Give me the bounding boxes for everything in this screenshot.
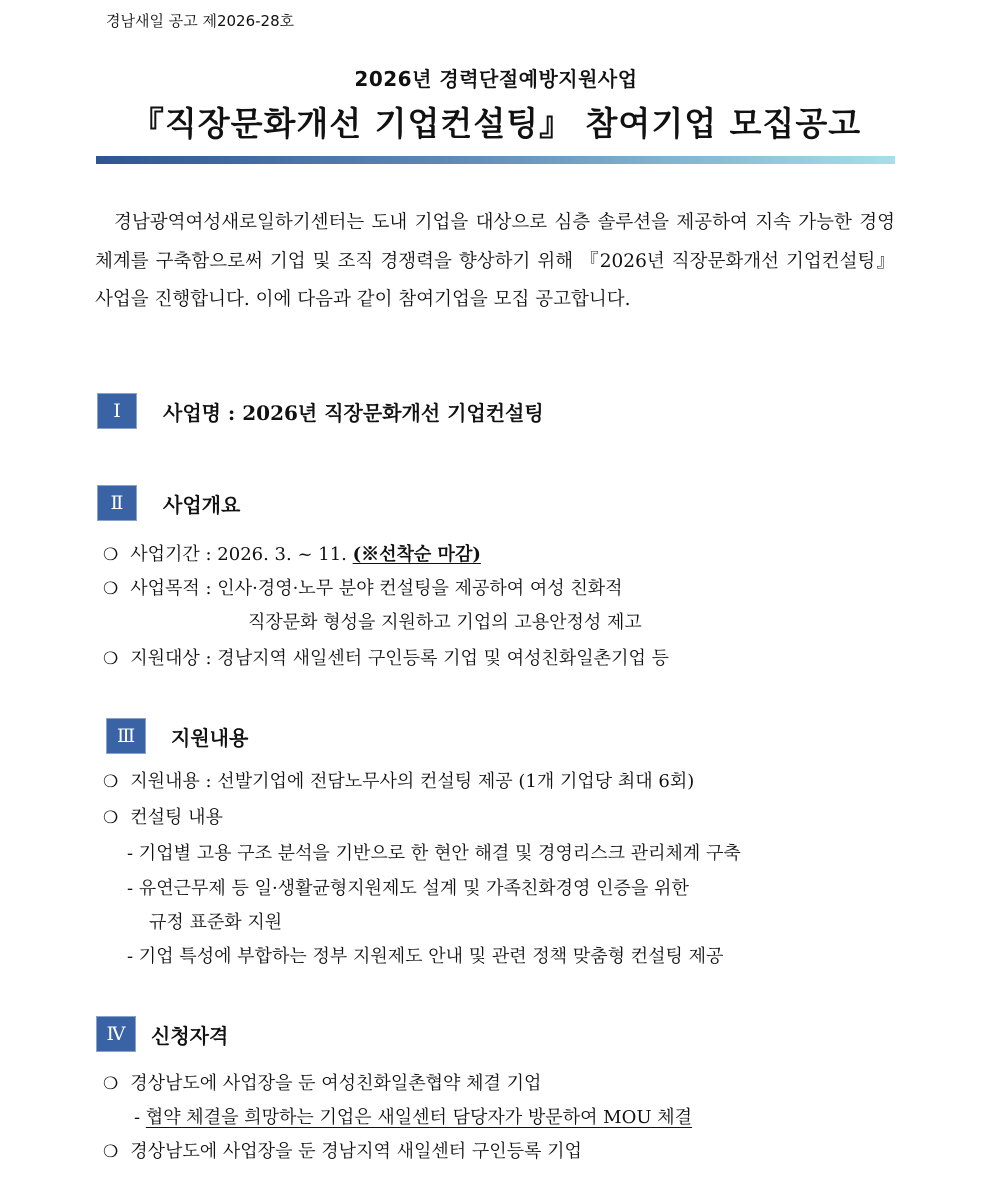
consulting-item-2-cont: 규정 표준화 지원 bbox=[149, 912, 283, 933]
consulting-item-2: - 유연근무제 등 일·생활균형지원제도 설계 및 가족친화경영 인증을 위한 bbox=[127, 878, 689, 899]
qualification-2 bbox=[103, 1137, 582, 1163]
qualification-1 bbox=[103, 1069, 541, 1095]
consulting-label: 컨설팅 내용 bbox=[130, 807, 223, 828]
target-line bbox=[103, 644, 669, 670]
period-line bbox=[103, 540, 481, 566]
bullet-icon: ❍ bbox=[103, 545, 119, 565]
note-text: 협약 체결을 희망하는 기업은 새일센터 담당자가 방문하여 MOU 체결 bbox=[145, 1107, 693, 1128]
consulting-item-3: - 기업 특성에 부합하는 정부 지원제도 안내 및 관련 정책 맞춤형 컨설팅 제공 bbox=[127, 946, 724, 967]
title-line1: 2026년 경력단절예방지원사업 bbox=[354, 67, 638, 91]
bullet-icon: ❍ bbox=[103, 1142, 119, 1162]
section-3-title: 지원내용 bbox=[171, 726, 249, 750]
purpose-text-1: 사업목적 : 인사·경영·노무 분야 컨설팅을 제공하여 여성 친화적 bbox=[130, 578, 623, 599]
section-2-badge: Ⅱ bbox=[97, 485, 137, 521]
qualification-2-text: 경상남도에 사업장을 둔 경남지역 새일센터 구인등록 기업 bbox=[130, 1141, 582, 1162]
period-note: (※선착순 마감) bbox=[352, 544, 481, 565]
bullet-icon: ❍ bbox=[103, 808, 119, 828]
bullet-icon: ❍ bbox=[103, 579, 119, 599]
notice-number: 경남새일 공고 제2026-28호 bbox=[106, 12, 295, 30]
intro-paragraph: 경남광역여성새로일하기센터는 도내 기업을 대상으로 심층 솔루션을 제공하여 지속 가능한 경영 체계를 구축함으로써 기업 및 조직 경쟁력을 향상하기 위해 『2026년 직장문화개선 기업컨설팅』 사업을 진행합니다. 이에 다음과 같이 참여기업을 모집 공고합니다. bbox=[95, 212, 895, 310]
consulting-label-line bbox=[103, 803, 223, 829]
section-1-title: 사업명 : 2026년 직장문화개선 기업컨설팅 bbox=[163, 401, 544, 425]
bullet-icon: ❍ bbox=[103, 1074, 119, 1094]
consulting-item-1: - 기업별 고용 구조 분석을 기반으로 한 현안 해결 및 경영리스크 관리체계 구축 bbox=[127, 843, 741, 864]
section-1-badge: Ⅰ bbox=[97, 393, 137, 429]
title-divider bbox=[96, 156, 895, 164]
section-4-badge: Ⅳ bbox=[96, 1016, 136, 1052]
section-2-title: 사업개요 bbox=[163, 493, 241, 517]
title-line2: 『직장문화개선 기업컨설팅』 참여기업 모집공고 bbox=[130, 104, 862, 143]
section-4-title: 신청자격 bbox=[151, 1024, 229, 1048]
purpose-line bbox=[103, 574, 623, 600]
bullet-icon: ❍ bbox=[103, 649, 119, 669]
target-text: 지원대상 : 경남지역 새일센터 구인등록 기업 및 여성친화일촌기업 등 bbox=[130, 648, 669, 669]
qualification-1-text: 경상남도에 사업장을 둔 여성친화일촌협약 체결 기업 bbox=[130, 1073, 542, 1094]
purpose-text-2: 직장문화 형성을 지원하고 기업의 고용안정성 제고 bbox=[248, 612, 642, 633]
qualification-1-note bbox=[134, 1103, 692, 1129]
period-text: 사업기간 : 2026. 3. ~ 11. bbox=[130, 544, 353, 565]
content-line bbox=[103, 767, 694, 793]
note-dash: - bbox=[134, 1107, 146, 1128]
bullet-icon: ❍ bbox=[103, 772, 119, 792]
content-text: 지원내용 : 선발기업에 전담노무사의 컨설팅 제공 (1개 기업당 최대 6회) bbox=[130, 771, 695, 792]
section-3-badge: Ⅲ bbox=[106, 718, 146, 754]
